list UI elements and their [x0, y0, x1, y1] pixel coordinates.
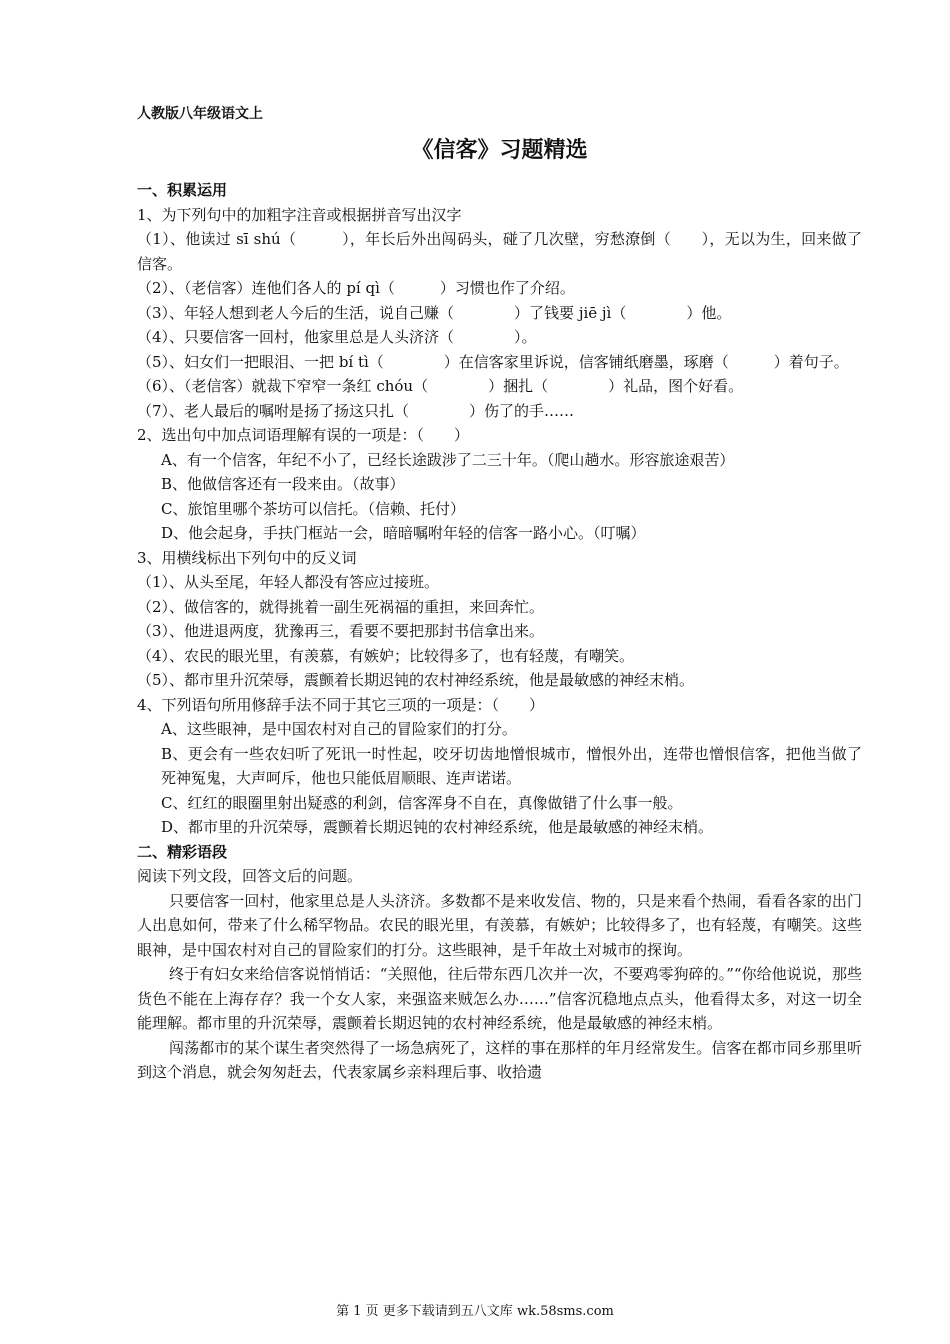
reading-intro: 阅读下列文段，回答文后的问题。 — [137, 867, 363, 885]
question-2-option: A、有一个信客，年纪不小了，已经长途跋涉了二三十年。（爬山趟水。形容旅途艰苦） — [161, 450, 735, 469]
section-heading: 二、精彩语段 — [137, 842, 228, 861]
question-3-item: （4）、农民的眼光里，有羡慕，有嫉妒；比较得多了，也有轻蔑，有嘲笑。 — [137, 646, 635, 665]
question-1-item: （2）、（老信客）连他们各人的 pí qì（ ）习惯也作了介绍。 — [137, 279, 575, 297]
question-2-option: C、旅馆里哪个茶坊可以信托。（信赖、托付） — [161, 499, 465, 518]
question-3-prompt: 3、用横线标出下列句中的反义词 — [137, 548, 357, 567]
question-3-item: （2）、做信客的，就得挑着一副生死祸福的重担，来回奔忙。 — [137, 597, 545, 616]
document-subject: 人教版八年级语文上 — [137, 106, 263, 122]
question-1-item: （4）、只要信客一回村，他家里总是人头济济（ ）。 — [137, 328, 537, 346]
question-1-prompt: 1、为下列句中的加粗字注音或根据拼音写出汉字 — [137, 205, 462, 224]
document-title: 《信客》习题精选 — [411, 138, 588, 163]
question-3-item: （5）、都市里升沉荣辱，震颤着长期迟钝的农村神经系统，他是最敏感的神经末梢。 — [137, 671, 695, 689]
question-2-option: B、他做信客还有一段来由。（故事） — [161, 475, 405, 493]
question-2-prompt: 2、选出句中加点词语理解有误的一项是：（ ） — [137, 426, 470, 444]
question-4-option: A、这些眼神，是中国农村对自己的冒险家们的打分。 — [161, 720, 517, 738]
question-1-item: （7）、老人最后的嘱咐是扬了扬这只扎（ ）伤了的手…… — [137, 401, 575, 420]
document-page — [137, 103, 862, 1085]
question-1-item: （6）、（老信客）就裁下窄窄一条红 chóu（ ）捆扎（ ）礼品，图个好看。 — [137, 377, 744, 395]
question-3-item: （1）、从头至尾，年轻人都没有答应过接班。 — [137, 573, 440, 591]
page-footer: 第 1 页 更多下载请到五八文库 wk.58sms.com — [336, 1304, 614, 1319]
question-4-prompt: 4、下列语句所用修辞手法不同于其它三项的一项是：（ ） — [137, 695, 545, 714]
reading-paragraph: 只要信客一回村，他家里总是人头济济。多数都不是来收发信、物的，只是来看个热闹，看看各家的出门人出息如何，带来了什么稀罕物品。农民的眼光里，有羡慕，有嫉妒；比较得多了，也有轻蔑，有嘲笑。这些眼神，是中国农村对自己的冒险家们的打分。这些眼神，是千年故土对城市的探询。 — [137, 891, 862, 959]
reading-paragraph: 终于有妇女来给信客说悄悄话：“关照他，往后带东西几次并一次，不要鸡零狗碎的。”“你给他说说，那些货色不能在上海存存？我一个女人家，来强盗来贼怎么办……”信客沉稳地点点头，他看得太多，对这一切全能理解。都市里的升沉荣辱，震颤着长期迟钝的农村神经系统，他是最敏感的神经末梢。 — [137, 965, 862, 1032]
question-4-option: B、更会有一些农妇听了死讯一时性起，咬牙切齿地憎恨城市，憎恨外出，连带也憎恨信客，把他当做了死神冤鬼，大声呵斥，他也只能低眉顺眼、连声诺诺。 — [161, 744, 862, 787]
question-1-item: （5）、妇女们一把眼泪、一把 bí tì（ ）在信客家里诉说，信客铺纸磨墨，琢磨（ ）着句子。 — [137, 352, 849, 371]
question-4-option: D、都市里的升沉荣辱，震颤着长期迟钝的农村神经系统，他是最敏感的神经末梢。 — [161, 818, 714, 836]
question-1-item: （1）、他读过 sī shú（ ），年长后外出闯码头，碰了几次壁，穷愁潦倒（ ），无以为生，回来做了信客。 — [137, 230, 862, 273]
section-heading: 一、积累运用 — [137, 181, 228, 199]
question-2-option: D、他会起身，手扶门框站一会，暗暗嘱咐年轻的信客一路小心。（叮嘱） — [161, 524, 646, 542]
reading-paragraph: 闯荡都市的某个谋生者突然得了一场急病死了，这样的事在那样的年月经常发生。信客在都市同乡那里听到这个消息，就会匆匆赶去，代表家属乡亲料理后事、收拾遗 — [137, 1038, 862, 1081]
question-1-item: （3）、年轻人想到老人今后的生活，说自己赚（ ）了钱要 jiē jì（ ）他。 — [137, 303, 732, 322]
question-4-option: C、红红的眼圈里射出疑惑的利剑，信客浑身不自在，真像做错了什么事一般。 — [161, 793, 683, 812]
question-3-item: （3）、他进退两度，犹豫再三，看要不要把那封书信拿出来。 — [137, 622, 545, 640]
